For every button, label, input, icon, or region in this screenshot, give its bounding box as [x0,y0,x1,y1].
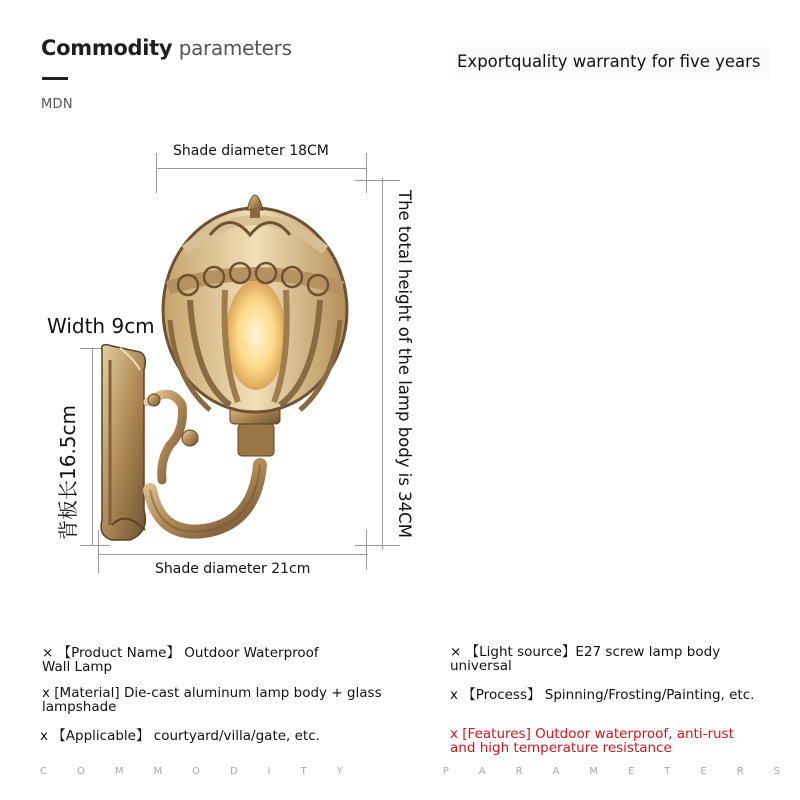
title-light: parameters [178,36,292,60]
spec-process: x 【Process】 Spinning/Frosting/Painting, etc. [450,687,755,703]
title-bold: Commodity [41,36,173,60]
backplate-length-label: 背板长16.5cm [56,404,80,540]
brand-label: MDN [41,97,73,112]
warranty-banner: Exportquality warranty for five years [455,47,770,79]
spec-material: x [Material] Die-cast aluminum lamp body + glass lampshade [42,685,382,715]
footer-watermark: C O M M O D I T Y P A R A M E T E R S [40,766,780,777]
shade-diameter-bottom-label: Shade diameter 21cm [155,561,311,577]
page-title [41,36,292,60]
total-height-label: The total height of the lamp body is 34CM [395,190,414,538]
product-image [90,180,380,550]
spec-product-name: × 【Product Name】 Outdoor Waterproof Wall Lamp [42,645,319,675]
footer-gap [373,766,413,777]
wall-lamp-icon [90,180,380,550]
width-label: Width 9cm [47,314,155,338]
spec-applicable: x 【Applicable】 courtyard/villa/gate, etc. [40,728,320,744]
spec-light-source: × 【Light source】E27 screw lamp body universal [450,644,721,674]
title-underline [42,77,68,80]
spec-features: x [Features] Outdoor waterproof, anti-rust and high temperature resistance [450,726,734,756]
shade-diameter-top-label: Shade diameter 18CM [173,143,329,159]
